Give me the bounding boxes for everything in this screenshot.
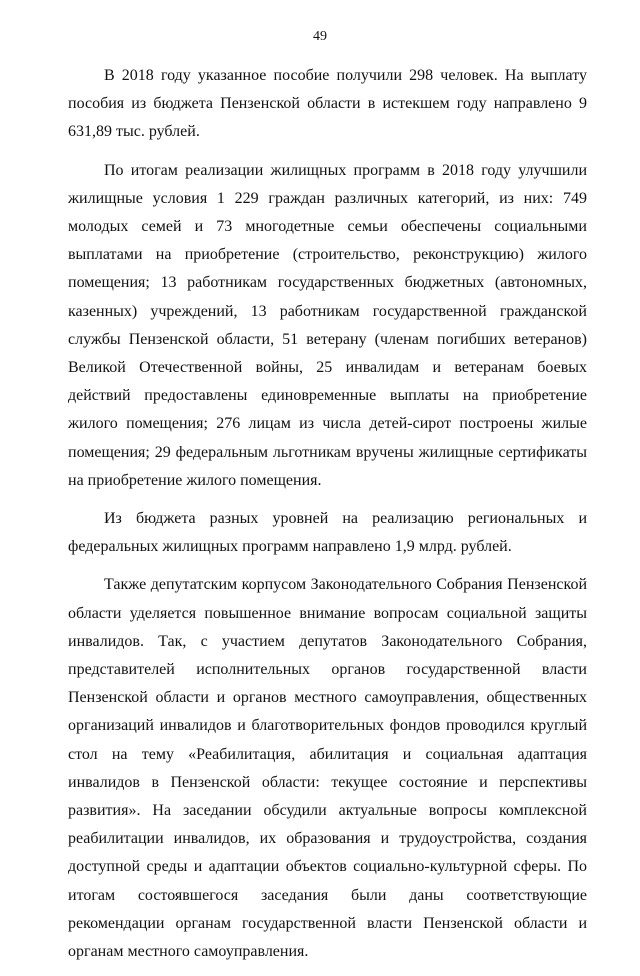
paragraph-housing-programs: По итогам реализации жилищных программ в 2018 году улучшили жилищные условия 1 229 граждан различных категорий, из них: 749 молодых семей и 73 многодетные семьи обеспечены социальными выплатами на приобретение (строительство, реконструкцию) жилого помещения; 13 работникам государственных бюджетных (автономных, казенных) учреждений, 13 работникам государственной гражданской службы Пензенской области, 51 ветерану (членам погибших ветеранов) Великой Отечественной войны, 25 инвалидам и ветеранам боевых действий предоставлены единовременные выплаты на приобретение жилого помещения; 276 лицам из числа детей-сирот построены жилые помещения; 29 федеральным льготникам вручены жилищные сертификаты на приобретение жилого помещения. bbox=[68, 161, 587, 489]
page-number: 49 bbox=[313, 29, 327, 44]
paragraph-allowance-recipients: В 2018 году указанное пособие получили 298 человек. На выплату пособия из бюджета Пензенской области в истекшем году направлено 9 631,89 тыс. рублей. bbox=[68, 67, 587, 141]
document-body bbox=[68, 62, 587, 976]
paragraph-budget-funding: Из бюджета разных уровней на реализацию региональных и федеральных жилищных программ направлено 1,9 млрд. рублей. bbox=[68, 510, 587, 556]
paragraph-disability-protection: Также депутатским корпусом Законодательного Собрания Пензенской области уделяется повышенное внимание вопросам социальной защиты инвалидов. Так, с участием депутатов Законодательного Собрания, представителей исполнительных органов государственной власти Пензенской области и органов местного самоуправления, общественных организаций инвалидов и благотворительных фондов проводился круглый стол на тему «Реабилитация, абилитация и социальная адаптация инвалидов в Пензенской области: текущее состояние и перспективы развития». На заседании обсудили актуальные вопросы комплексной реабилитации инвалидов, их образования и трудоустройства, создания доступной среды и адаптации объектов социально-культурной сферы. По итогам состоявшегося заседания были даны соответствующие рекомендации органам государственной власти Пензенской области и органам местного самоуправления. bbox=[68, 576, 587, 961]
